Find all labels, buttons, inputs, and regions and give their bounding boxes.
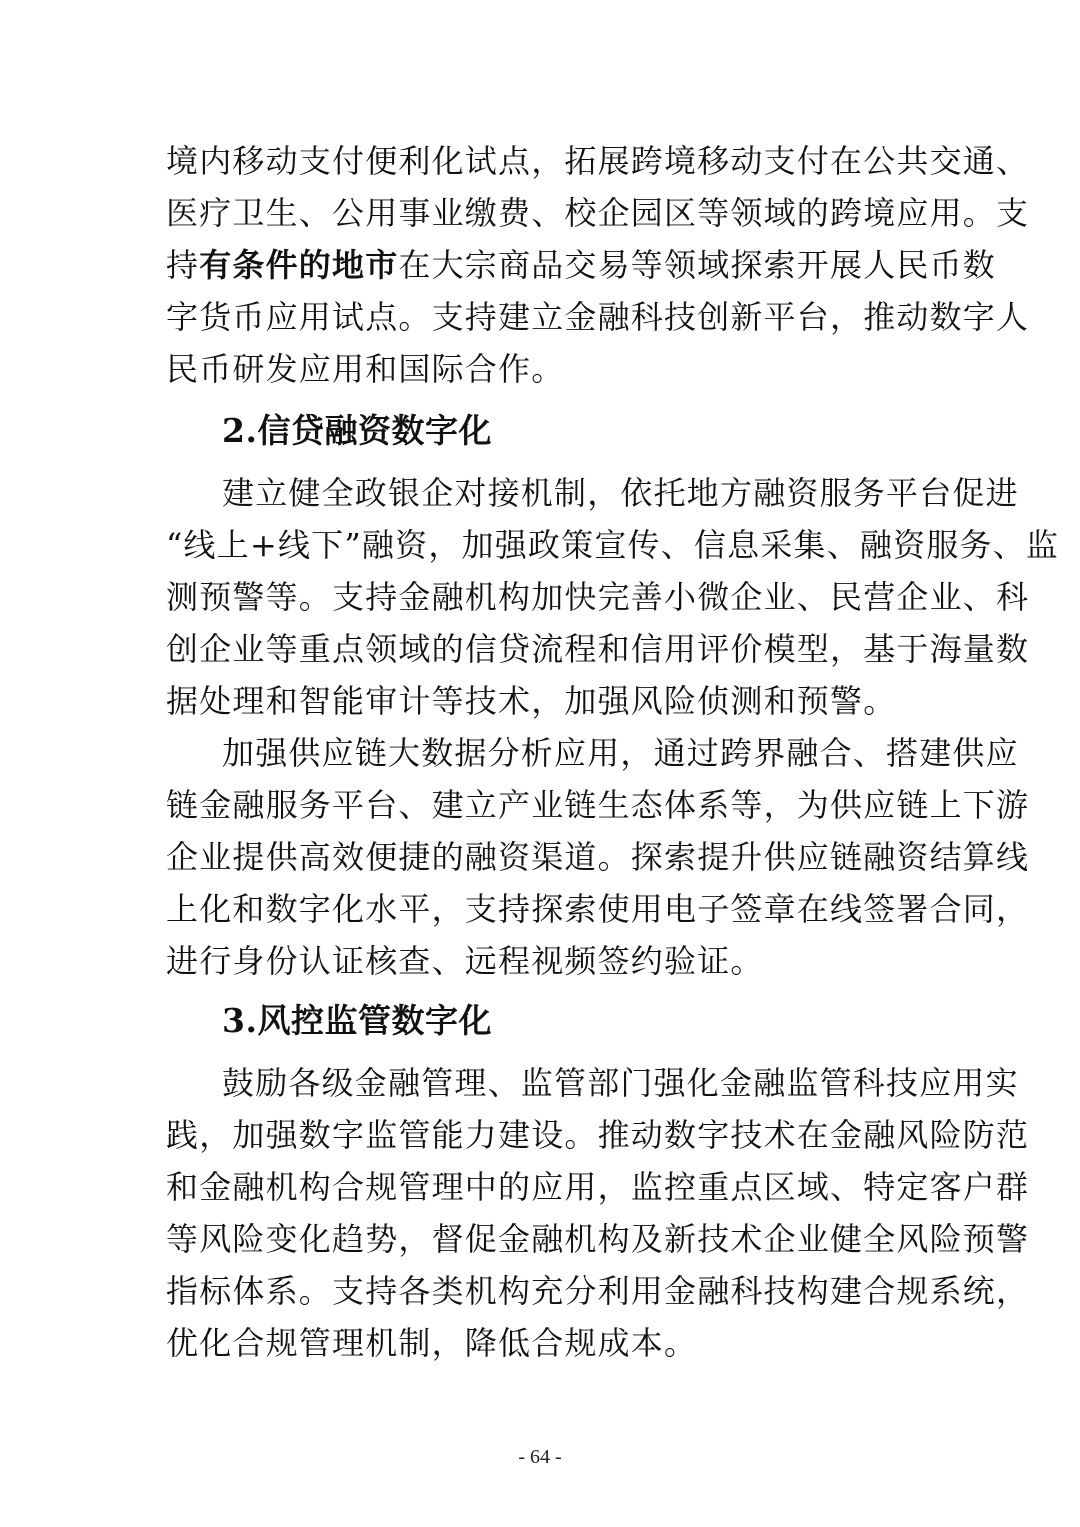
text-line: 医疗卫生、公用事业缴费、校企园区等领域的跨境应用。支	[166, 194, 1030, 232]
text-line: 民币研发应用和国际合作。	[166, 350, 565, 388]
paragraph-line	[0, 291, 1080, 343]
paragraph-line	[0, 727, 1080, 779]
text-line: 字货币应用试点。支持建立金融科技创新平台，推动数字人	[166, 298, 1030, 336]
text-segment: 持	[166, 246, 200, 284]
paragraph-line	[0, 675, 1080, 727]
paragraph-line	[0, 1265, 1080, 1317]
text-line: 据处理和智能审计等技术，加强风险侦测和预警。	[166, 682, 897, 720]
text-segment: 在大宗商品交易等领域探索开展人民币数	[398, 246, 997, 284]
paragraph-line	[0, 1109, 1080, 1161]
page-number: - 64 -	[518, 1446, 562, 1468]
text-line: 链金融服务平台、建立产业链生态体系等，为供应链上下游	[166, 786, 1030, 824]
section-heading: 2.信贷融资数字化	[222, 411, 492, 450]
paragraph-line	[0, 467, 1080, 519]
text-line: 等风险变化趋势，督促金融机构及新技术企业健全风险预警	[166, 1220, 1030, 1258]
text-line: 践，加强数字监管能力建设。推动数字技术在金融风险防范	[166, 1116, 1030, 1154]
text-line: 加强供应链大数据分析应用，通过跨界融合、搭建供应	[222, 734, 1019, 772]
paragraph-line	[0, 1213, 1080, 1265]
text-line: 优化合规管理机制，降低合规成本。	[166, 1324, 698, 1362]
text-line: 企业提供高效便捷的融资渠道。探索提升供应链融资结算线	[166, 838, 1030, 876]
paragraph-line	[0, 831, 1080, 883]
paragraph-line	[0, 239, 1080, 291]
bold-emphasis: 有条件的地市	[199, 246, 399, 284]
paragraph-line	[0, 1057, 1080, 1109]
text-line: 鼓励各级金融管理、监管部门强化金融监管科技应用实	[222, 1064, 1019, 1102]
text-line: 指标体系。支持各类机构充分利用金融科技构建合规系统，	[166, 1272, 1030, 1310]
text-line: 创企业等重点领域的信贷流程和信用评价模型，基于海量数	[166, 630, 1030, 668]
text-line: 上化和数字化水平，支持探索使用电子签章在线签署合同，	[166, 890, 1030, 928]
paragraph-line	[0, 135, 1080, 187]
text-line: “线上+线下”融资，加强政策宣传、信息采集、融资服务、监	[166, 526, 1060, 564]
section-heading: 3.风控监管数字化	[222, 1001, 492, 1040]
paragraph-line	[0, 571, 1080, 623]
text-line: 和金融机构合规管理中的应用，监控重点区域、特定客户群	[166, 1168, 1030, 1206]
paragraph-line	[0, 935, 1080, 987]
paragraph-line	[0, 343, 1080, 395]
paragraph-line	[0, 187, 1080, 239]
paragraph-line	[0, 519, 1080, 571]
text-line	[166, 239, 996, 291]
paragraph-line	[0, 623, 1080, 675]
paragraph-line	[0, 883, 1080, 935]
text-line: 境内移动支付便利化试点，拓展跨境移动支付在公共交通、	[166, 142, 1030, 180]
text-line: 建立健全政银企对接机制，依托地方融资服务平台促进	[222, 474, 1019, 512]
text-line: 进行身份认证核查、远程视频签约验证。	[166, 942, 764, 980]
paragraph-line	[0, 1317, 1080, 1369]
paragraph-line	[0, 779, 1080, 831]
paragraph-line	[0, 1161, 1080, 1213]
text-line: 测预警等。支持金融机构加快完善小微企业、民营企业、科	[166, 578, 1030, 616]
